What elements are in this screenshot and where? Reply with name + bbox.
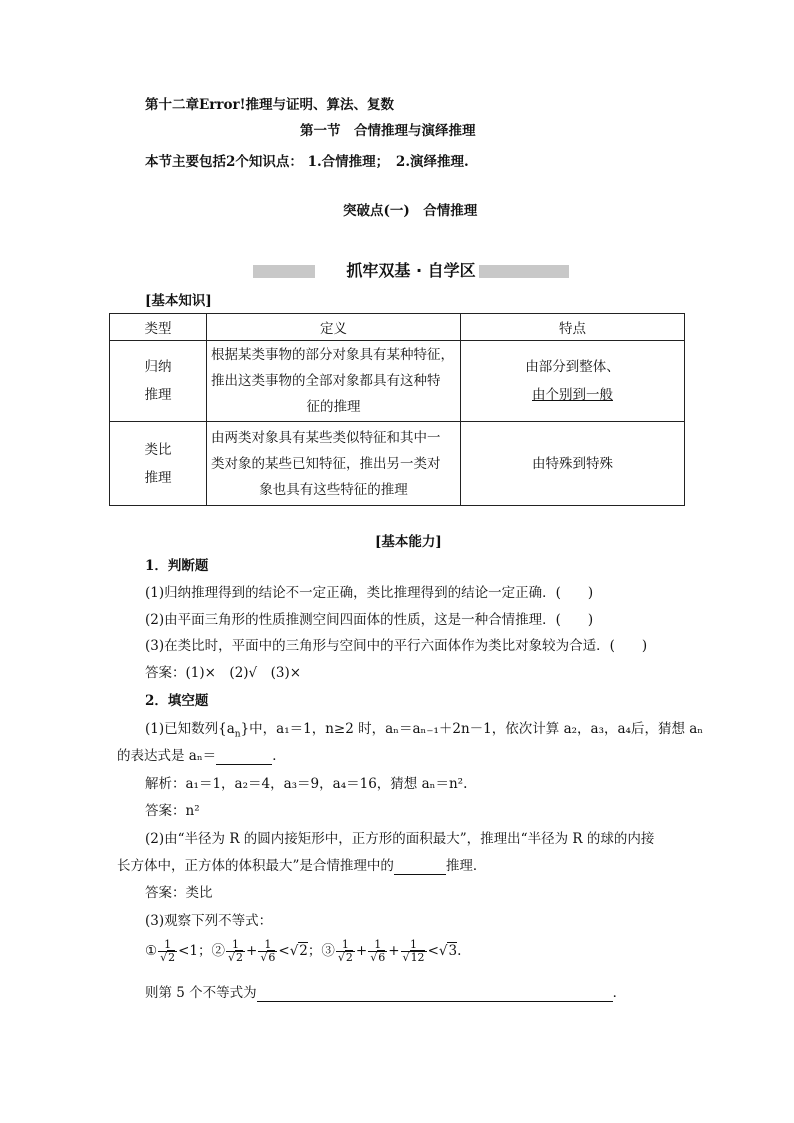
definition-line: 象也具有这些特征的推理 bbox=[259, 481, 408, 498]
q2-part2-answer: 答案：类比 bbox=[145, 885, 213, 901]
fraction: $\frac{1}{√6}$ bbox=[370, 938, 386, 964]
q2-part1-line1: (1)已知数列$\{a_n\}$中，a₁＝1，n≥2 时，aₙ＝aₙ₋₁＋2n－1，依次计算 a₂，a₃，a₄后，猜想 aₙ bbox=[145, 721, 704, 740]
table-cell-definition bbox=[207, 341, 461, 422]
answer-blank[interactable] bbox=[257, 1001, 613, 1002]
type-line: 归纳 bbox=[144, 359, 172, 375]
fraction: $\frac{1}{√12}$ bbox=[402, 938, 425, 964]
feature-line: 由特殊到特殊 bbox=[532, 455, 613, 472]
fraction: $\frac{1}{√2}$ bbox=[337, 938, 353, 964]
definition-line: 类对象的某些已知特征，推出另一类对 bbox=[211, 455, 441, 472]
table-header-cell: 类型 bbox=[110, 314, 207, 341]
chapter-title: 第十二章Error!推理与证明、算法、复数 bbox=[145, 97, 395, 113]
knowledge-table bbox=[109, 313, 685, 506]
definition-line: 推出这类事物的全部对象都具有这种特 bbox=[211, 373, 441, 389]
q2-p1-line2: 的表达式是 aₙ＝ bbox=[117, 748, 217, 764]
circle-number-2: ；② bbox=[198, 943, 226, 959]
fraction: $\frac{1}{√2}$ bbox=[228, 938, 244, 964]
basic-knowledge-label: [基本知识] bbox=[145, 293, 212, 309]
type-line: 类比 bbox=[144, 441, 172, 458]
answer-blank[interactable] bbox=[216, 764, 272, 765]
q2-p3-end: ． bbox=[612, 985, 627, 1001]
table-header-cell: 定义 bbox=[207, 314, 461, 341]
table-cell-type bbox=[110, 422, 207, 506]
table-header-cell: 特点 bbox=[461, 314, 685, 341]
section-intro: 本节主要包括2个知识点： 1.合情推理； 2.演绎推理. bbox=[145, 154, 469, 170]
q2-part1-answer: 答案：n² bbox=[145, 803, 200, 819]
q2-p1-intro: (1)已知数列{a bbox=[145, 721, 235, 737]
definition-line: 由两类对象具有某些类似特征和其中一 bbox=[211, 429, 441, 446]
circle-number-3: ；③ bbox=[307, 943, 335, 959]
q2-part3-question bbox=[145, 984, 626, 1002]
q2-p2-line2: 长方体中，正方体的体积最大”是合情推理中的 bbox=[117, 858, 394, 874]
definition-line: 根据某类事物的部分对象具有某种特征， bbox=[211, 347, 454, 363]
q2-part1-line2 bbox=[117, 747, 286, 765]
q2-part2-line1: (2)由“半径为 R 的圆内接矩形中，正方形的面积最大”，推理出“半径为 R 的球的内接 bbox=[145, 831, 655, 847]
feature-line: 由部分到整体、 bbox=[525, 359, 620, 375]
type-line: 推理 bbox=[144, 387, 172, 403]
answer-blank[interactable] bbox=[394, 874, 446, 875]
definition-line: 征的推理 bbox=[306, 399, 361, 415]
q2-part2-line2 bbox=[117, 857, 486, 875]
q2-part1-solution: 解析：a₁＝1，a₂＝4，a₃＝9，a₄＝16，猜想 aₙ＝n². bbox=[145, 776, 468, 792]
q1-item-3: (3)在类比时，平面中的三角形与空间中的平行六面体作为类比对象较为合适．( ) bbox=[145, 638, 648, 654]
q2-p1-end: ． bbox=[272, 748, 286, 764]
banner-title: 抓牢双基 · 自学区 bbox=[346, 261, 476, 280]
feature-line: 由个别到一般 bbox=[532, 387, 613, 403]
table-row bbox=[110, 341, 685, 422]
table-cell-type bbox=[110, 341, 207, 422]
q1-answer: 答案：(1)× (2)√ (3)× bbox=[145, 665, 302, 681]
q1-item-2: (2)由平面三角形的性质推测空间四面体的性质，这是一种合情推理．( ) bbox=[145, 612, 594, 628]
table-cell-definition bbox=[207, 422, 461, 506]
table-cell-feature bbox=[461, 341, 685, 422]
table-row bbox=[110, 422, 685, 506]
basic-ability-label: [基本能力] bbox=[375, 534, 442, 550]
q1-item-1: (1)归纳推理得到的结论不一定正确，类比推理得到的结论一定正确．( ) bbox=[145, 585, 594, 601]
q1-title: 1．判断题 bbox=[145, 558, 209, 574]
q2-p2-end: 推理． bbox=[445, 858, 487, 874]
q2-title: 2．填空题 bbox=[145, 693, 209, 709]
type-line: 推理 bbox=[144, 469, 172, 486]
breakthrough-title: 突破点(一) 合情推理 bbox=[343, 203, 478, 219]
fraction: $\frac{1}{√2}$ bbox=[160, 938, 176, 964]
table-header-row bbox=[110, 314, 685, 341]
table-cell-feature bbox=[461, 422, 685, 506]
fraction: $\frac{1}{√6}$ bbox=[260, 938, 276, 964]
q2-part3-title: (3)观察下列不等式： bbox=[145, 913, 273, 929]
q2-p3-line: 则第 5 个不等式为 bbox=[145, 985, 257, 1001]
self-study-banner bbox=[253, 260, 569, 282]
q2-p1-rest: }中，a₁＝1，n≥2 时，aₙ＝aₙ₋₁＋2n－1，依次计算 a₂，a₃，a₄后，猜想 aₙ bbox=[240, 721, 704, 737]
section-title: 第一节 合情推理与演绎推理 bbox=[300, 123, 476, 139]
inequalities-line: ① $\frac{1}{√2}$ <1；② $\frac{1}{√2}$ + $\frac{1}{√6}$ <√2；③ $\frac{1}{√2}$ + $\frac{1}{√6}$ + $\frac{1}{√12}$ <√3. bbox=[145, 938, 462, 964]
circle-number-1: ① bbox=[145, 943, 158, 959]
